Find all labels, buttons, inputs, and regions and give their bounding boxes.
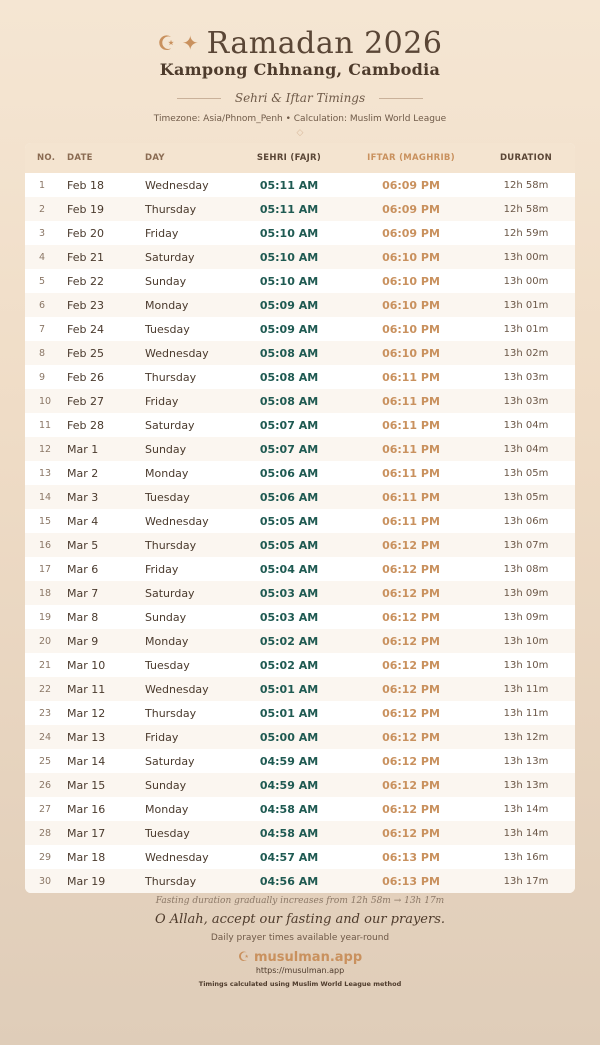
row-date: Mar 5 bbox=[67, 538, 99, 552]
row-date: Mar 6 bbox=[67, 562, 99, 576]
row-sehri-time: 05:11 AM bbox=[259, 202, 319, 216]
row-day: Wednesday bbox=[145, 178, 209, 192]
row-iftar-time: 06:12 PM bbox=[382, 706, 440, 720]
title-line bbox=[0, 26, 600, 60]
table-row bbox=[25, 773, 575, 797]
row-day: Friday bbox=[145, 730, 179, 744]
row-day: Thursday bbox=[145, 370, 197, 384]
row-sehri-time: 04:57 AM bbox=[259, 850, 319, 864]
row-date: Feb 24 bbox=[67, 322, 104, 336]
divider-right bbox=[379, 98, 423, 99]
row-day: Thursday bbox=[145, 874, 197, 888]
tagline: Sehri & Iftar Timings bbox=[234, 91, 366, 105]
row-iftar-time: 06:11 PM bbox=[382, 514, 440, 528]
row-iftar-time: 06:11 PM bbox=[382, 442, 440, 456]
row-day: Sunday bbox=[145, 778, 187, 792]
row-no: 27 bbox=[39, 803, 52, 815]
row-date: Mar 14 bbox=[67, 754, 106, 768]
row-sehri-time: 05:04 AM bbox=[259, 562, 319, 576]
row-iftar-time: 06:10 PM bbox=[382, 298, 440, 312]
brand-link[interactable]: ☪ musulman.app bbox=[237, 950, 363, 965]
row-duration: 13h 05m bbox=[503, 467, 549, 479]
row-duration: 13h 17m bbox=[503, 875, 549, 887]
header-duration: DURATION bbox=[499, 153, 553, 163]
row-date: Feb 23 bbox=[67, 298, 104, 312]
row-sehri-time: 04:59 AM bbox=[259, 754, 319, 768]
row-day: Tuesday bbox=[145, 322, 190, 336]
table-row bbox=[25, 341, 575, 365]
row-date: Feb 22 bbox=[67, 274, 104, 288]
row-day: Monday bbox=[145, 802, 189, 816]
row-duration: 13h 16m bbox=[503, 851, 549, 863]
row-day: Wednesday bbox=[145, 682, 209, 696]
timezone-meta: Timezone: Asia/Phnom_Penh • Calculation: Muslim World League bbox=[153, 114, 447, 124]
row-iftar-time: 06:09 PM bbox=[382, 178, 440, 192]
row-duration: 13h 13m bbox=[503, 755, 549, 767]
row-iftar-time: 06:12 PM bbox=[382, 754, 440, 768]
row-duration: 13h 09m bbox=[503, 611, 549, 623]
table-row bbox=[25, 173, 575, 197]
row-date: Mar 1 bbox=[67, 442, 99, 456]
row-sehri-time: 05:01 AM bbox=[259, 706, 319, 720]
row-sehri-time: 05:11 AM bbox=[259, 178, 319, 192]
header-iftar: IFTAR (MAGHRIB) bbox=[367, 153, 455, 163]
row-no: 11 bbox=[39, 419, 52, 431]
row-sehri-time: 05:00 AM bbox=[259, 730, 319, 744]
row-date: Feb 18 bbox=[67, 178, 104, 192]
row-sehri-time: 04:59 AM bbox=[259, 778, 319, 792]
row-day: Tuesday bbox=[145, 826, 190, 840]
row-iftar-time: 06:13 PM bbox=[382, 874, 440, 888]
row-duration: 13h 12m bbox=[503, 731, 549, 743]
row-no: 15 bbox=[39, 515, 52, 527]
tagline-row bbox=[0, 91, 600, 105]
dua-text: O Allah, accept our fasting and our prayers. bbox=[154, 912, 446, 927]
row-no: 3 bbox=[39, 227, 46, 239]
row-date: Mar 17 bbox=[67, 826, 106, 840]
row-iftar-time: 06:13 PM bbox=[382, 850, 440, 864]
row-date: Mar 10 bbox=[67, 658, 106, 672]
row-no: 2 bbox=[39, 203, 46, 215]
row-date: Mar 8 bbox=[67, 610, 99, 624]
row-iftar-time: 06:09 PM bbox=[382, 226, 440, 240]
row-day: Friday bbox=[145, 562, 179, 576]
row-no: 4 bbox=[39, 251, 46, 263]
table-row bbox=[25, 413, 575, 437]
row-iftar-time: 06:11 PM bbox=[382, 394, 440, 408]
row-no: 22 bbox=[39, 683, 52, 695]
row-iftar-time: 06:12 PM bbox=[382, 538, 440, 552]
row-day: Tuesday bbox=[145, 658, 190, 672]
duration-note: Fasting duration gradually increases from 12h 58m → 13h 17m bbox=[155, 896, 445, 906]
table-row bbox=[25, 653, 575, 677]
row-day: Friday bbox=[145, 226, 179, 240]
row-no: 26 bbox=[39, 779, 52, 791]
row-no: 29 bbox=[39, 851, 52, 863]
row-duration: 13h 04m bbox=[503, 419, 549, 431]
row-sehri-time: 04:58 AM bbox=[259, 826, 319, 840]
header-day: DAY bbox=[145, 153, 165, 163]
row-day: Wednesday bbox=[145, 850, 209, 864]
row-duration: 13h 11m bbox=[503, 683, 549, 695]
row-no: 28 bbox=[39, 827, 52, 839]
row-duration: 13h 08m bbox=[503, 563, 549, 575]
row-duration: 13h 09m bbox=[503, 587, 549, 599]
row-date: Feb 21 bbox=[67, 250, 104, 264]
row-sehri-time: 05:08 AM bbox=[259, 394, 319, 408]
row-date: Mar 3 bbox=[67, 490, 99, 504]
row-no: 24 bbox=[39, 731, 52, 743]
table-row bbox=[25, 677, 575, 701]
row-date: Mar 11 bbox=[67, 682, 106, 696]
header-no: NO. bbox=[37, 153, 56, 163]
row-iftar-time: 06:12 PM bbox=[382, 586, 440, 600]
table-row bbox=[25, 269, 575, 293]
row-duration: 13h 02m bbox=[503, 347, 549, 359]
diamond-icon: ◇ bbox=[296, 128, 304, 138]
row-sehri-time: 04:56 AM bbox=[259, 874, 319, 888]
row-day: Thursday bbox=[145, 706, 197, 720]
row-sehri-time: 05:06 AM bbox=[259, 466, 319, 480]
row-date: Mar 18 bbox=[67, 850, 106, 864]
header-sehri: SEHRI (FAJR) bbox=[256, 153, 322, 163]
row-no: 17 bbox=[39, 563, 52, 575]
row-sehri-time: 05:08 AM bbox=[259, 346, 319, 360]
row-duration: 13h 04m bbox=[503, 443, 549, 455]
row-date: Mar 13 bbox=[67, 730, 106, 744]
row-day: Thursday bbox=[145, 202, 197, 216]
row-duration: 13h 05m bbox=[503, 491, 549, 503]
row-no: 6 bbox=[39, 299, 46, 311]
row-no: 16 bbox=[39, 539, 52, 551]
row-no: 18 bbox=[39, 587, 52, 599]
table-row bbox=[25, 365, 575, 389]
row-date: Feb 19 bbox=[67, 202, 104, 216]
table-row bbox=[25, 485, 575, 509]
row-sehri-time: 05:09 AM bbox=[259, 298, 319, 312]
row-sehri-time: 05:08 AM bbox=[259, 370, 319, 384]
row-iftar-time: 06:12 PM bbox=[382, 826, 440, 840]
row-day: Sunday bbox=[145, 442, 187, 456]
row-no: 12 bbox=[39, 443, 52, 455]
row-day: Wednesday bbox=[145, 346, 209, 360]
row-iftar-time: 06:11 PM bbox=[382, 466, 440, 480]
row-no: 13 bbox=[39, 467, 52, 479]
row-no: 14 bbox=[39, 491, 52, 503]
row-duration: 12h 58m bbox=[503, 203, 549, 215]
row-iftar-time: 06:12 PM bbox=[382, 802, 440, 816]
row-no: 10 bbox=[39, 395, 52, 407]
table-row bbox=[25, 725, 575, 749]
row-day: Sunday bbox=[145, 610, 187, 624]
daily-note: Daily prayer times available year-round bbox=[210, 933, 390, 943]
table-row bbox=[25, 197, 575, 221]
table-row bbox=[25, 869, 575, 893]
row-date: Feb 27 bbox=[67, 394, 104, 408]
timings-table bbox=[25, 143, 575, 893]
row-iftar-time: 06:12 PM bbox=[382, 562, 440, 576]
row-iftar-time: 06:09 PM bbox=[382, 202, 440, 216]
table-row bbox=[25, 437, 575, 461]
row-sehri-time: 05:06 AM bbox=[259, 490, 319, 504]
row-sehri-time: 05:02 AM bbox=[259, 634, 319, 648]
row-duration: 13h 01m bbox=[503, 323, 549, 335]
page-header bbox=[0, 0, 600, 142]
table-header bbox=[25, 143, 575, 173]
row-no: 30 bbox=[39, 875, 52, 887]
row-duration: 13h 14m bbox=[503, 803, 549, 815]
row-day: Wednesday bbox=[145, 514, 209, 528]
row-iftar-time: 06:12 PM bbox=[382, 682, 440, 696]
row-day: Sunday bbox=[145, 274, 187, 288]
row-day: Monday bbox=[145, 298, 189, 312]
row-no: 1 bbox=[39, 179, 46, 191]
page-footer bbox=[0, 896, 600, 988]
row-duration: 12h 58m bbox=[503, 179, 549, 191]
crescent-star-icon: ☪ ✦ bbox=[157, 31, 199, 55]
credit-note: Timings calculated using Muslim World League method bbox=[198, 980, 402, 988]
row-iftar-time: 06:12 PM bbox=[382, 778, 440, 792]
row-duration: 12h 59m bbox=[503, 227, 549, 239]
url-link[interactable]: https://musulman.app bbox=[255, 966, 345, 975]
row-duration: 13h 03m bbox=[503, 371, 549, 383]
row-duration: 13h 14m bbox=[503, 827, 549, 839]
table-row bbox=[25, 245, 575, 269]
row-sehri-time: 05:07 AM bbox=[259, 418, 319, 432]
row-day: Saturday bbox=[145, 418, 195, 432]
row-date: Feb 25 bbox=[67, 346, 104, 360]
table-row bbox=[25, 293, 575, 317]
row-no: 19 bbox=[39, 611, 52, 623]
row-sehri-time: 05:10 AM bbox=[259, 250, 319, 264]
table-row bbox=[25, 221, 575, 245]
table-row bbox=[25, 797, 575, 821]
row-day: Tuesday bbox=[145, 490, 190, 504]
row-no: 21 bbox=[39, 659, 52, 671]
row-duration: 13h 00m bbox=[503, 275, 549, 287]
row-date: Mar 12 bbox=[67, 706, 106, 720]
row-date: Feb 26 bbox=[67, 370, 104, 384]
row-date: Mar 2 bbox=[67, 466, 99, 480]
row-duration: 13h 00m bbox=[503, 251, 549, 263]
row-day: Monday bbox=[145, 634, 189, 648]
row-iftar-time: 06:11 PM bbox=[382, 418, 440, 432]
table-row bbox=[25, 317, 575, 341]
row-no: 8 bbox=[39, 347, 46, 359]
row-iftar-time: 06:10 PM bbox=[382, 346, 440, 360]
row-date: Mar 16 bbox=[67, 802, 106, 816]
table-row bbox=[25, 461, 575, 485]
header-date: DATE bbox=[67, 153, 93, 163]
row-iftar-time: 06:11 PM bbox=[382, 490, 440, 504]
row-iftar-time: 06:10 PM bbox=[382, 322, 440, 336]
table-row bbox=[25, 701, 575, 725]
row-sehri-time: 05:10 AM bbox=[259, 274, 319, 288]
row-duration: 13h 11m bbox=[503, 707, 549, 719]
row-no: 7 bbox=[39, 323, 46, 335]
row-date: Mar 9 bbox=[67, 634, 99, 648]
row-date: Mar 15 bbox=[67, 778, 106, 792]
row-sehri-time: 05:03 AM bbox=[259, 586, 319, 600]
location-title: Kampong Chhnang, Cambodia bbox=[159, 60, 441, 79]
table-row bbox=[25, 749, 575, 773]
divider-left bbox=[177, 98, 221, 99]
row-day: Monday bbox=[145, 466, 189, 480]
row-sehri-time: 05:01 AM bbox=[259, 682, 319, 696]
row-duration: 13h 13m bbox=[503, 779, 549, 791]
row-duration: 13h 06m bbox=[503, 515, 549, 527]
row-day: Friday bbox=[145, 394, 179, 408]
row-sehri-time: 04:58 AM bbox=[259, 802, 319, 816]
row-date: Mar 4 bbox=[67, 514, 99, 528]
row-sehri-time: 05:10 AM bbox=[259, 226, 319, 240]
page-title: Ramadan 2026 bbox=[206, 25, 443, 61]
table-row bbox=[25, 605, 575, 629]
table-row bbox=[25, 509, 575, 533]
row-day: Saturday bbox=[145, 250, 195, 264]
row-no: 23 bbox=[39, 707, 52, 719]
row-duration: 13h 03m bbox=[503, 395, 549, 407]
row-no: 20 bbox=[39, 635, 52, 647]
table-body bbox=[25, 173, 575, 893]
row-date: Feb 20 bbox=[67, 226, 104, 240]
row-sehri-time: 05:05 AM bbox=[259, 514, 319, 528]
row-sehri-time: 05:05 AM bbox=[259, 538, 319, 552]
row-iftar-time: 06:12 PM bbox=[382, 658, 440, 672]
row-duration: 13h 10m bbox=[503, 635, 549, 647]
row-duration: 13h 01m bbox=[503, 299, 549, 311]
row-sehri-time: 05:03 AM bbox=[259, 610, 319, 624]
row-day: Saturday bbox=[145, 754, 195, 768]
row-date: Feb 28 bbox=[67, 418, 104, 432]
row-no: 9 bbox=[39, 371, 46, 383]
row-iftar-time: 06:12 PM bbox=[382, 730, 440, 744]
row-no: 25 bbox=[39, 755, 52, 767]
row-iftar-time: 06:12 PM bbox=[382, 610, 440, 624]
table-row bbox=[25, 821, 575, 845]
row-iftar-time: 06:10 PM bbox=[382, 274, 440, 288]
row-no: 5 bbox=[39, 275, 46, 287]
row-iftar-time: 06:11 PM bbox=[382, 370, 440, 384]
table-row bbox=[25, 389, 575, 413]
row-duration: 13h 07m bbox=[503, 539, 549, 551]
table-row bbox=[25, 581, 575, 605]
row-duration: 13h 10m bbox=[503, 659, 549, 671]
table-row bbox=[25, 629, 575, 653]
row-date: Mar 19 bbox=[67, 874, 106, 888]
table-row bbox=[25, 845, 575, 869]
row-sehri-time: 05:02 AM bbox=[259, 658, 319, 672]
table-row bbox=[25, 533, 575, 557]
table-row bbox=[25, 557, 575, 581]
row-day: Thursday bbox=[145, 538, 197, 552]
row-iftar-time: 06:12 PM bbox=[382, 634, 440, 648]
row-day: Saturday bbox=[145, 586, 195, 600]
row-date: Mar 7 bbox=[67, 586, 99, 600]
row-iftar-time: 06:10 PM bbox=[382, 250, 440, 264]
row-sehri-time: 05:07 AM bbox=[259, 442, 319, 456]
row-sehri-time: 05:09 AM bbox=[259, 322, 319, 336]
